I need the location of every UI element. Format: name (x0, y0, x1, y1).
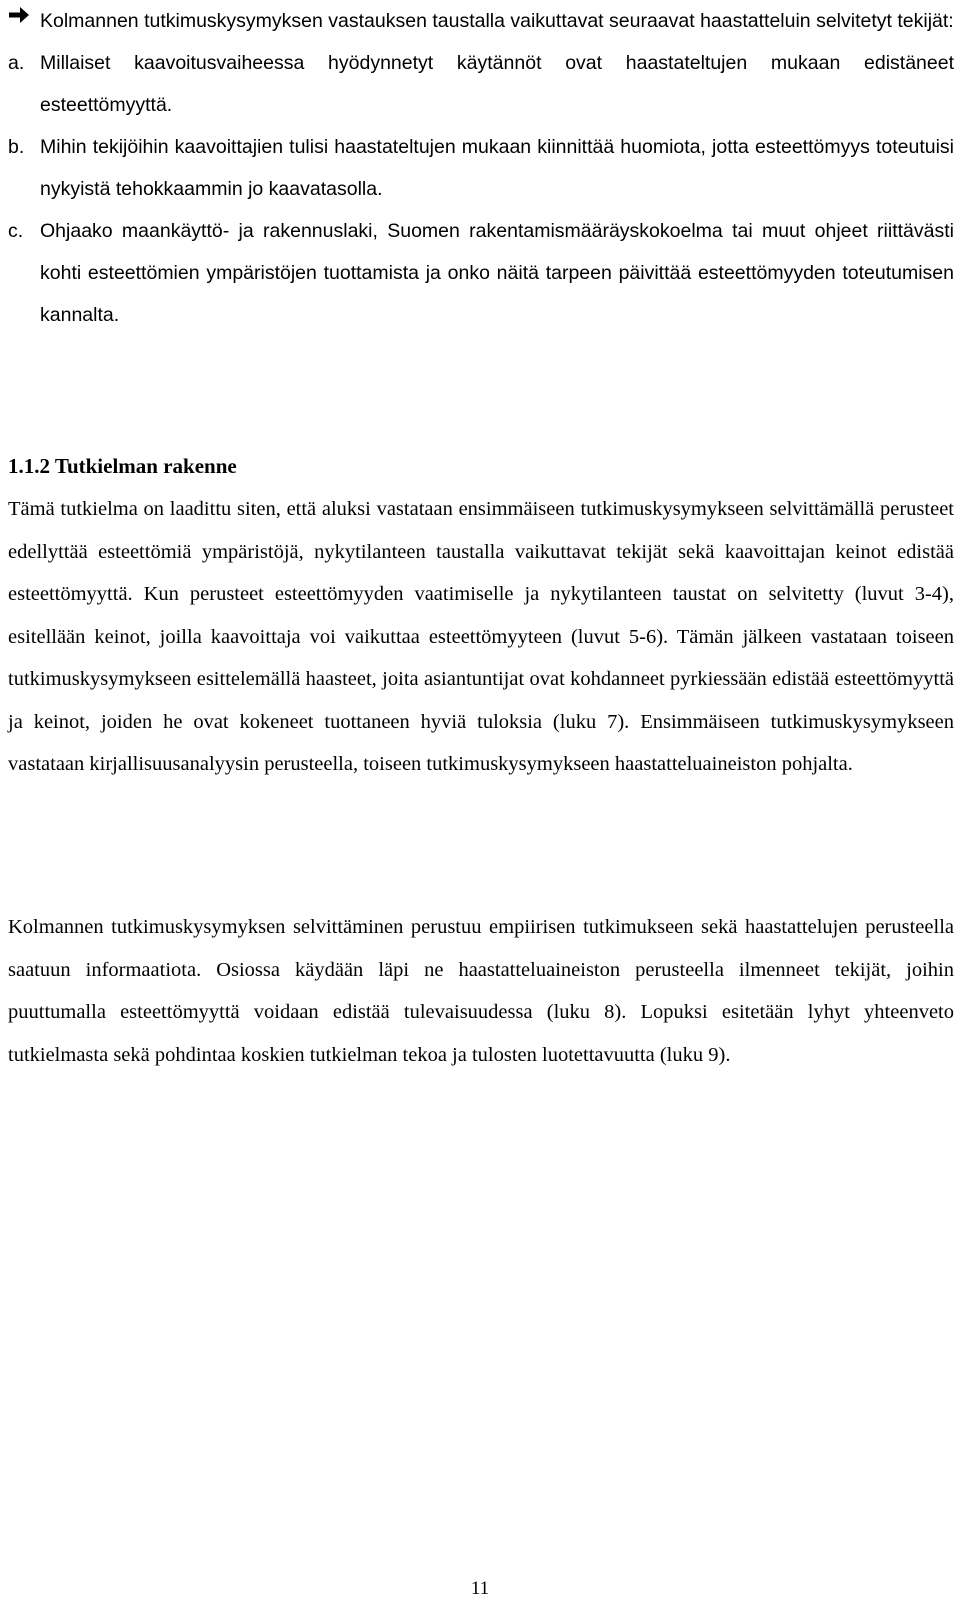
question-item-label: a. (8, 52, 25, 74)
question-intro-text: Kolmannen tutkimuskysymyksen vastauksen taustalla vaikuttavat seuraavat haastatteluin selvitetyt tekijät: (40, 10, 954, 32)
question-item-text: Mihin tekijöihin kaavoittajien tulisi haastateltujen mukaan kiinnittää huomiota, jotta esteettömyys toteutuisi nykyistä tehokkaammin jo kaavatasolla. (40, 136, 954, 200)
question-intro (8, 0, 954, 42)
body-paragraph: Tämä tutkielma on laadittu siten, että aluksi vastataan ensimmäiseen tutkimuskysymykseen selvittämällä perusteet edellyttää esteettömiä ympäristöjä, nykytilanteen taustalla vaikuttavat tekijät sekä kaavoittajan keinot edistää esteettömyyttä. Kun perusteet esteettömyyden vaatimiselle ja nykytilanteen taustat on selvitetty (luvut 3-4), esitellään keinot, joilla kaavoittaja voi vaikuttaa esteettömyyteen (luvut 5-6). Tämän jälkeen vastataan toiseen tutkimuskysymykseen esittelemällä haasteet, joita asiantuntijat ovat kohdanneet pyrkiessään edistää esteettömyyttä ja keinot, joiden he ovat kokeneet tuottaneen hyviä tuloksia (luku 7). Ensimmäiseen tutkimuskysymykseen vastataan kirjallisuusanalyysin perusteella, toiseen tutkimuskysymykseen haastatteluaineiston pohjalta. (8, 498, 954, 775)
question-list (8, 0, 954, 336)
section-heading: 1.1.2 Tutkielman rakenne (8, 454, 237, 478)
question-item-label: c. (8, 220, 24, 242)
question-item-b (8, 126, 954, 210)
question-item-a (8, 42, 954, 126)
question-item-text: Ohjaako maankäyttö- ja rakennuslaki, Suomen rakentamismääräyskokoelma tai muut ohjeet riittävästi kohti esteettömien ympäristöjen tuottamista ja onko näitä tarpeen päivittää esteettömyyden toteutumisen kannalta. (40, 220, 954, 326)
page-number: 11 (470, 1578, 490, 1599)
arrow-right-icon (8, 0, 40, 30)
question-item-c (8, 210, 954, 336)
body-paragraph: Kolmannen tutkimuskysymyksen selvittäminen perustuu empiirisen tutkimukseen sekä haastattelujen perusteella saatuun informaatiota. Osiossa käydään läpi ne haastatteluaineiston perusteella ilmenneet tekijät, joihin puuttumalla esteettömyyttä voidaan edistää tulevaisuudessa (luku 8). Lopuksi esitetään lyhyt yhteenveto tutkielmasta sekä pohdintaa koskien tutkielman tekoa ja tulosten luotettavuutta (luku 9). (8, 916, 954, 1066)
question-item-text: Millaiset kaavoitusvaiheessa hyödynnetyt käytännöt ovat haastateltujen mukaan edistäneet esteettömyyttä. (40, 52, 954, 116)
question-item-label: b. (8, 136, 25, 158)
